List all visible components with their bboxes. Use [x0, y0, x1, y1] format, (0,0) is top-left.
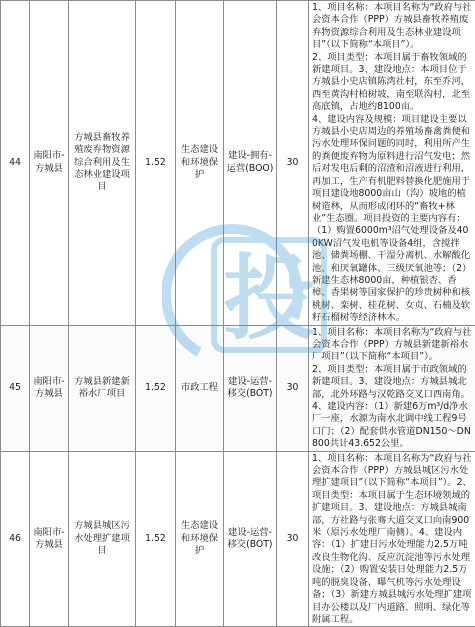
description-paragraph: 2、项目类型：本项目属于畜牧领域的新建项目。3、建设地点：本项目位于方城县小史店镇陈湾社村，东至乔河，西至黄沟村柏树坡，南至联沟村，北至高底镇，占地约8100亩。 [312, 52, 472, 114]
term-years-cell: 30 [277, 451, 309, 627]
project-name-cell: 方城县新建新裕水厂项目 [69, 325, 136, 451]
watermark-char: 投 [223, 245, 315, 352]
description-paragraph: 1、项目名称：本项目名称为“政府与社会资本合作（PPP）方城县新建新裕水厂项目”（以下简称“本项目”）。 [312, 327, 472, 364]
sector-cell: 生态建设和环境保护 [176, 451, 224, 627]
sector-cell: 生态建设和环境保护 [176, 1, 224, 326]
sector-cell: 市政工程 [176, 325, 224, 451]
description-paragraph: 1、项目名称：本项目名称为“政府与社会资本合作（PPP）方城县畜牧养殖废弃物资源综合利用及生态林业建设项目”（以下简称“本项目”）。 [312, 2, 472, 52]
amount-cell: 1.52 [136, 451, 176, 627]
operation-mode-cell: 建设-拥有-运营(BOO) [224, 1, 277, 326]
table-row [1, 1, 475, 326]
project-description-cell [309, 451, 475, 627]
description-paragraph: 2、项目类型：本项目属于市政领域的新建项目。3、建设地点：方城县城北部，北外环路与汉乾路交叉口西南角。4、建设内容：（1）新建6万m³/d净水厂一座，水源为南水北调中线工程9号口门；（2）配套供水管道DN150～DN800共计43.652公里。 [312, 364, 472, 451]
row-number: 44 [1, 1, 30, 326]
term-years-cell: 30 [277, 325, 309, 451]
project-description-cell [309, 325, 475, 451]
term-years-cell: 30 [277, 1, 309, 326]
description-paragraph: 4、建设内容及规模：项目建设主要以方城县小史店周边的养殖场畜禽粪便和污水处理环保问题的同时，利用所产生的粪便废弃物为原料进行沼气发电；然后对发电后剩的沼渣和沼液进行利用，再加工，生产有机肥料替换化肥施用于项目建设地8000亩山（沟）坡地的植树造林，从而形成闭环的“畜牧+林业”生态圈。项目投资的主要内容有：（1）购置6000m³沼气处理设备及400KW沼气发电机等设备4组，含搅拌池、储粪场棚、干湿分离机、水解酸化池、和厌氧罐体、三级厌氧池等；（2）新建生态林8000亩，种植银杏、香樟、香果树等国家保护的珍贵树种和核桃树、栾树、桂花树、女贞、石楠及软籽石榴树等经济林木。 [312, 114, 472, 325]
table-row [1, 325, 475, 451]
region-cell: 南阳市-方城县 [30, 325, 69, 451]
project-name-cell: 方城县畜牧养殖废弃物资源综合利用及生态林业建设项目 [69, 1, 136, 326]
project-description-cell [309, 1, 475, 326]
row-number: 45 [1, 325, 30, 451]
row-number: 46 [1, 451, 30, 627]
description-paragraph: 1、项目名称：本项目名称为“政府与社会资本合作（PPP）方城县城区污水处理扩建项目”（以下简称“本项目”）。2、项目类型：本项目属于生态环境领域的扩建项目。3、建设地点：方城县城南部，方社路与张骞大道交叉口向南900米（原污水处理厂南侧）。4、建设内容：（1）扩建日污水处理能力2.5万吨改良生物化沟、反应沉淀池等污水处理设施；（2）购置安装日处理能力2.5万吨的脱臭设备、曝气机等污水处理设备；（3）新建方城县城污水处理扩建项目办公楼以及厂内道路、照明、绿化等附属工程。 [312, 453, 472, 627]
table-row [1, 451, 475, 627]
operation-mode-cell: 建设-运营-移交(BOT) [224, 325, 277, 451]
operation-mode-cell: 建设-运营-移交(BOT) [224, 451, 277, 627]
region-cell: 南阳市-方城县 [30, 451, 69, 627]
region-cell: 南阳市-方城县 [30, 1, 69, 326]
amount-cell: 1.52 [136, 325, 176, 451]
amount-cell: 1.52 [136, 1, 176, 326]
project-name-cell: 方城县城区污水处理扩建项目 [69, 451, 136, 627]
